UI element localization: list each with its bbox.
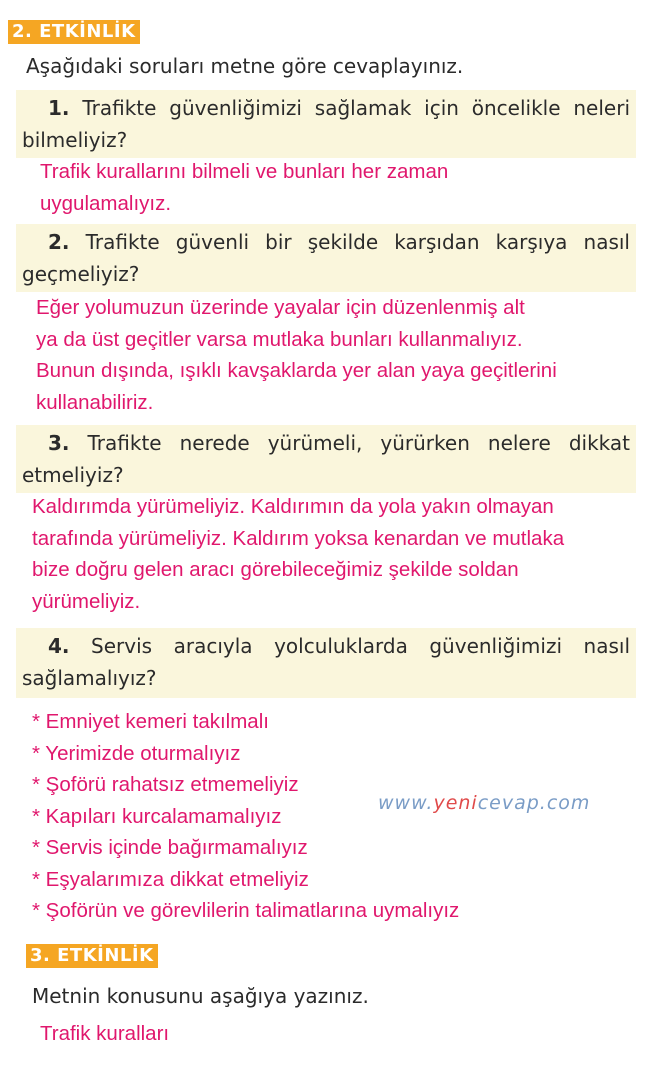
question-text: Trafikte güvenliğimizi sağlamak için öncelikle neleri bilmeliyiz? <box>22 96 631 152</box>
answer-line: bize doğru gelen aracı görebileceğimiz şekilde soldan <box>32 558 519 581</box>
answer-line: tarafında yürümeliyiz. Kaldırım yoksa kenardan ve mutlaka <box>32 526 565 550</box>
list-item: * Emniyet kemeri takılmalı <box>32 710 269 733</box>
watermark-highlight: yeni <box>433 792 478 814</box>
watermark-prefix: www. <box>378 792 434 814</box>
question-2 <box>16 224 636 292</box>
answer-4-list <box>32 706 459 927</box>
answer-line: uygulamalıyız. <box>40 191 172 215</box>
answer-line: ya da üst geçitler varsa mutlaka bunları kullanmalıyız. <box>36 327 523 351</box>
answer-line: yürümeliyiz. <box>32 589 141 613</box>
question-1 <box>16 90 636 158</box>
activity-2-instruction: Aşağıdaki soruları metne göre cevaplayınız. <box>26 54 464 78</box>
watermark-suffix: cevap.com <box>477 792 591 814</box>
answer-2 <box>36 292 557 418</box>
activity-3-instruction: Metnin konusunu aşağıya yazınız. <box>32 984 369 1008</box>
activity-3-badge: 3. ETKİNLİK <box>26 944 158 968</box>
question-text: Servis aracıyla yolculuklarda güvenliğimizi nasıl sağlamalıyız? <box>22 634 630 690</box>
list-item: * Eşyalarımıza dikkat etmeliyiz <box>32 867 309 891</box>
question-number: 3. <box>48 431 70 455</box>
answer-line: Kaldırımda yürümeliyiz. Kaldırımın da yola yakın olmayan <box>32 495 554 518</box>
question-number: 4. <box>48 634 70 658</box>
question-3 <box>16 425 636 493</box>
question-number: 2. <box>48 230 70 254</box>
watermark <box>378 792 590 814</box>
question-4 <box>16 628 636 698</box>
list-item: * Şoförü rahatsız etmemeliyiz <box>32 773 299 796</box>
activity-2-badge: 2. ETKİNLİK <box>8 20 140 44</box>
answer-line: Eğer yolumuzun üzerinde yayalar için düzenlenmiş alt <box>36 296 525 319</box>
list-item: * Yerimizde oturmalıyız <box>32 741 241 765</box>
list-item: * Kapıları kurcalamamalıyız <box>32 804 282 828</box>
answer-line: Trafik kurallarını bilmeli ve bunları her zaman <box>40 160 449 183</box>
list-item: * Servis içinde bağırmamalıyız <box>32 836 308 859</box>
question-number: 1. <box>48 96 70 120</box>
answer-line: Bunun dışında, ışıklı kavşaklarda yer alan yaya geçitlerini <box>36 359 557 382</box>
question-text: Trafikte nerede yürümeli, yürürken nelere dikkat etmeliyiz? <box>22 431 630 487</box>
question-text: Trafikte güvenli bir şekilde karşıdan karşıya nasıl geçmeliyiz? <box>22 230 630 286</box>
answer-line: kullanabiliriz. <box>36 390 154 414</box>
activity-3-answer: Trafik kuralları <box>40 1022 170 1045</box>
answer-3 <box>32 491 564 617</box>
answer-1 <box>40 156 448 219</box>
list-item: * Şoförün ve görevlilerin talimatlarına uymalıyız <box>32 899 460 922</box>
